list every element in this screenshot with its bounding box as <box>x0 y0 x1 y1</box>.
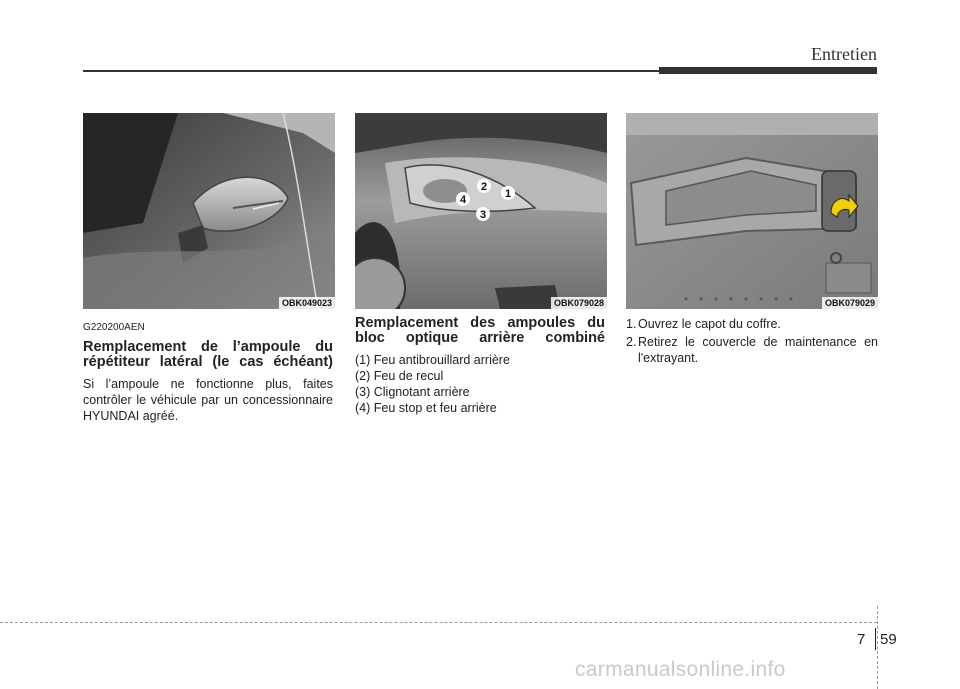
callout-2 <box>477 179 491 193</box>
list-item: (3) Clignotant arrière <box>355 385 470 399</box>
header-rule <box>83 70 661 72</box>
figure-side-mirror <box>83 113 335 309</box>
section-code: G220200AEN <box>83 322 145 333</box>
callout-4 <box>456 192 470 206</box>
footer-rule <box>0 622 877 623</box>
step-number: 2. <box>626 335 637 349</box>
section-heading: Remplacement de l’ampoule du répétiteur latéral (le cas échéant) <box>83 339 333 370</box>
callout-3 <box>476 207 490 221</box>
list-item: (2) Feu de recul <box>355 369 444 383</box>
svg-text:4: 4 <box>459 194 467 206</box>
page-separator <box>875 628 876 650</box>
section-heading: Remplacement des ampoules du bloc optique arrière combiné <box>355 315 605 346</box>
callout-1 <box>501 186 515 200</box>
svg-text:1: 1 <box>504 188 512 200</box>
step-number: 1. <box>626 317 637 331</box>
figure-code: OBK049023 <box>279 297 335 309</box>
step-item <box>626 334 878 366</box>
column-side-repeater <box>83 316 333 424</box>
footer-vertical-rule <box>877 606 878 689</box>
list-item: (4) Feu stop et feu arrière <box>355 401 497 415</box>
header-bar <box>659 67 877 74</box>
section-title: Entretien <box>811 44 877 64</box>
column-procedure <box>626 316 878 368</box>
svg-text:2: 2 <box>480 181 488 193</box>
step-text: Ouvrez le capot du coffre. <box>638 317 781 331</box>
section-body: Si l’ampoule ne fonctionne plus, faites contrôler le véhicule par un concessionnaire HYUNDAI agréé. <box>83 377 333 423</box>
figure-rear-lamp <box>355 113 607 309</box>
step-text: Retirez le couvercle de maintenance en l'extrayant. <box>638 335 878 365</box>
page-number: 59 <box>880 631 897 648</box>
figure-trunk-cover <box>626 113 878 309</box>
watermark: carmanualsonline.info <box>575 658 786 681</box>
list-item: (1) Feu antibrouillard arrière <box>355 353 510 367</box>
column-rear-lamp <box>355 316 605 416</box>
figure-code: OBK079029 <box>822 297 878 309</box>
step-item <box>626 316 878 332</box>
svg-text:3: 3 <box>479 209 487 221</box>
chapter-number: 7 <box>857 631 866 648</box>
figure-code: OBK079028 <box>551 297 607 309</box>
